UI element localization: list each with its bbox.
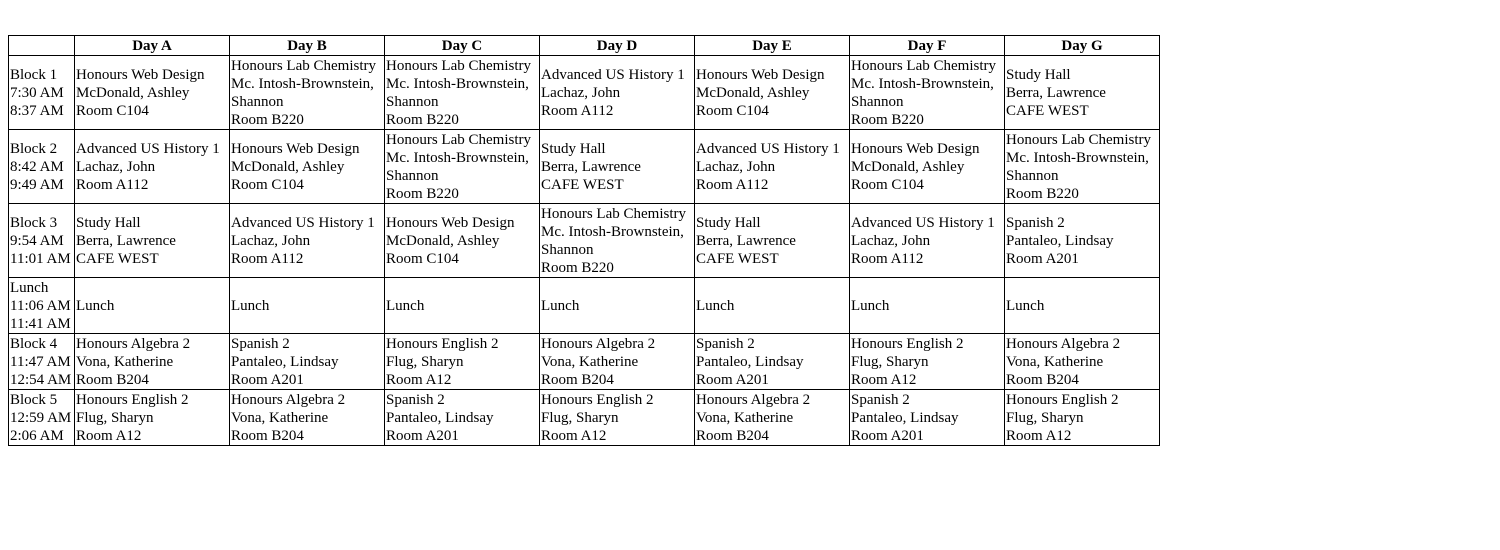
room-name: Room B204 — [541, 371, 614, 388]
table-row — [9, 278, 1160, 334]
course-name: Honours Algebra 2 — [696, 391, 811, 408]
course-name: Spanish 2 — [231, 335, 290, 352]
teacher-name: Flug, Sharyn — [541, 409, 619, 426]
course-name: Honours English 2 — [1006, 391, 1119, 408]
day-header-day-g: Day G — [1005, 36, 1160, 56]
block-name: Block 3 — [10, 214, 58, 231]
teacher-name: Vona, Katherine — [1006, 353, 1104, 370]
day-header-day-e: Day E — [695, 36, 850, 56]
class-cell — [850, 278, 1005, 334]
teacher-name: Berra, Lawrence — [76, 232, 176, 249]
period-label: Lunch — [231, 297, 270, 314]
class-cell — [695, 278, 850, 334]
class-cell — [540, 390, 695, 446]
block-end-time: 11:41 AM — [10, 315, 71, 332]
room-name: Room A112 — [541, 102, 614, 119]
teacher-name: Pantaleo, Lindsay — [231, 353, 339, 370]
class-cell — [850, 56, 1005, 130]
block-cell — [9, 390, 75, 446]
teacher-name: Mc. Intosh-Brownstein, — [386, 75, 529, 92]
header-corner-cell — [9, 36, 75, 56]
course-name: Study Hall — [696, 214, 761, 231]
class-cell — [75, 204, 230, 278]
class-cell — [1005, 390, 1160, 446]
course-name: Honours English 2 — [541, 391, 654, 408]
teacher-name: McDonald, Ashley — [696, 84, 810, 101]
teacher-name: Mc. Intosh-Brownstein, — [541, 223, 684, 240]
course-name: Advanced US History 1 — [851, 214, 995, 231]
class-cell — [385, 390, 540, 446]
block-end-time: 8:37 AM — [10, 102, 64, 119]
table-row — [9, 130, 1160, 204]
teacher-name: Mc. Intosh-Brownstein, — [851, 75, 994, 92]
room-name: CAFE WEST — [541, 176, 624, 193]
class-cell — [385, 130, 540, 204]
period-label: Lunch — [76, 297, 115, 314]
course-name: Spanish 2 — [696, 335, 755, 352]
teacher-name: Vona, Katherine — [696, 409, 794, 426]
teacher-name: Pantaleo, Lindsay — [1006, 232, 1114, 249]
teacher-name: McDonald, Ashley — [231, 158, 345, 175]
teacher-name-cont: Shannon — [851, 93, 904, 110]
course-name: Spanish 2 — [1006, 214, 1065, 231]
course-name: Honours English 2 — [851, 335, 964, 352]
course-name: Study Hall — [1006, 66, 1071, 83]
class-cell — [75, 390, 230, 446]
course-name: Honours Algebra 2 — [541, 335, 656, 352]
block-name: Block 2 — [10, 140, 58, 157]
block-name: Block 1 — [10, 66, 58, 83]
room-name: Room A12 — [1006, 427, 1072, 444]
class-cell — [230, 56, 385, 130]
block-end-time: 11:01 AM — [10, 250, 71, 267]
schedule-table — [8, 35, 1160, 446]
room-name: Room B204 — [231, 427, 304, 444]
teacher-name: Berra, Lawrence — [1006, 84, 1106, 101]
class-cell — [75, 278, 230, 334]
class-cell — [850, 334, 1005, 390]
table-row — [9, 204, 1160, 278]
teacher-name-cont: Shannon — [386, 167, 439, 184]
day-header-day-b: Day B — [230, 36, 385, 56]
teacher-name: McDonald, Ashley — [851, 158, 965, 175]
teacher-name: McDonald, Ashley — [76, 84, 190, 101]
room-name: Room A201 — [851, 427, 924, 444]
class-cell — [1005, 204, 1160, 278]
room-name: Room C104 — [231, 176, 304, 193]
teacher-name-cont: Shannon — [1006, 167, 1059, 184]
course-name: Spanish 2 — [386, 391, 445, 408]
header-row — [9, 36, 1160, 56]
class-cell — [230, 204, 385, 278]
room-name: Room A12 — [851, 371, 917, 388]
room-name: Room B220 — [541, 259, 614, 276]
class-cell — [385, 56, 540, 130]
class-cell — [850, 130, 1005, 204]
block-end-time: 9:49 AM — [10, 176, 64, 193]
block-cell — [9, 130, 75, 204]
teacher-name: Lachaz, John — [76, 158, 156, 175]
block-start-time: 11:47 AM — [10, 353, 71, 370]
room-name: Room C104 — [386, 250, 459, 267]
course-name: Honours Web Design — [386, 214, 515, 231]
class-cell — [230, 390, 385, 446]
teacher-name: Pantaleo, Lindsay — [851, 409, 959, 426]
block-name: Block 5 — [10, 391, 58, 408]
teacher-name: Berra, Lawrence — [696, 232, 796, 249]
course-name: Study Hall — [76, 214, 141, 231]
room-name: Room C104 — [696, 102, 769, 119]
day-header-day-f: Day F — [850, 36, 1005, 56]
room-name: Room A112 — [851, 250, 924, 267]
room-name: Room C104 — [76, 102, 149, 119]
course-name: Honours Lab Chemistry — [851, 57, 996, 74]
block-end-time: 12:54 AM — [10, 371, 72, 388]
room-name: Room A112 — [696, 176, 769, 193]
class-cell — [850, 390, 1005, 446]
teacher-name: Flug, Sharyn — [386, 353, 464, 370]
class-cell — [540, 130, 695, 204]
room-name: Room A201 — [386, 427, 459, 444]
course-name: Honours Lab Chemistry — [386, 57, 531, 74]
room-name: Room B220 — [386, 111, 459, 128]
class-cell — [75, 130, 230, 204]
class-cell — [695, 56, 850, 130]
course-name: Honours Lab Chemistry — [541, 205, 686, 222]
class-cell — [540, 278, 695, 334]
block-start-time: 8:42 AM — [10, 158, 64, 175]
class-cell — [75, 56, 230, 130]
room-name: Room B220 — [231, 111, 304, 128]
class-cell — [385, 204, 540, 278]
block-start-time: 11:06 AM — [10, 297, 71, 314]
block-start-time: 7:30 AM — [10, 84, 64, 101]
teacher-name: Pantaleo, Lindsay — [386, 409, 494, 426]
room-name: CAFE WEST — [1006, 102, 1089, 119]
course-name: Honours Algebra 2 — [1006, 335, 1121, 352]
course-name: Honours Web Design — [231, 140, 360, 157]
class-cell — [385, 334, 540, 390]
course-name: Honours Web Design — [76, 66, 205, 83]
teacher-name: Vona, Katherine — [231, 409, 329, 426]
class-cell — [1005, 334, 1160, 390]
table-row — [9, 390, 1160, 446]
class-cell — [1005, 278, 1160, 334]
room-name: Room A201 — [231, 371, 304, 388]
period-label: Lunch — [541, 297, 580, 314]
room-name: Room B220 — [1006, 185, 1079, 202]
teacher-name-cont: Shannon — [231, 93, 284, 110]
teacher-name: McDonald, Ashley — [386, 232, 500, 249]
period-label: Lunch — [386, 297, 425, 314]
period-label: Lunch — [696, 297, 735, 314]
block-cell — [9, 334, 75, 390]
teacher-name: Flug, Sharyn — [1006, 409, 1084, 426]
room-name: Room A12 — [386, 371, 452, 388]
table-row — [9, 334, 1160, 390]
teacher-name: Berra, Lawrence — [541, 158, 641, 175]
course-name: Honours English 2 — [76, 391, 189, 408]
room-name: Room B204 — [76, 371, 149, 388]
room-name: Room B204 — [696, 427, 769, 444]
course-name: Honours Lab Chemistry — [1006, 131, 1151, 148]
class-cell — [695, 334, 850, 390]
class-cell — [1005, 130, 1160, 204]
teacher-name: Vona, Katherine — [541, 353, 639, 370]
table-row — [9, 56, 1160, 130]
class-cell — [540, 204, 695, 278]
course-name: Advanced US History 1 — [696, 140, 840, 157]
room-name: Room A12 — [76, 427, 142, 444]
class-cell — [540, 56, 695, 130]
class-cell — [385, 278, 540, 334]
room-name: CAFE WEST — [76, 250, 159, 267]
teacher-name-cont: Shannon — [541, 241, 594, 258]
class-cell — [230, 278, 385, 334]
period-label: Lunch — [1006, 297, 1045, 314]
room-name: Room A112 — [231, 250, 304, 267]
class-cell — [1005, 56, 1160, 130]
course-name: Advanced US History 1 — [231, 214, 375, 231]
day-header-day-d: Day D — [540, 36, 695, 56]
teacher-name: Mc. Intosh-Brownstein, — [231, 75, 374, 92]
block-start-time: 9:54 AM — [10, 232, 64, 249]
teacher-name: Flug, Sharyn — [851, 353, 929, 370]
class-cell — [230, 334, 385, 390]
course-name: Advanced US History 1 — [76, 140, 220, 157]
room-name: Room B220 — [851, 111, 924, 128]
class-cell — [850, 204, 1005, 278]
teacher-name: Mc. Intosh-Brownstein, — [386, 149, 529, 166]
course-name: Honours Lab Chemistry — [231, 57, 376, 74]
class-cell — [230, 130, 385, 204]
day-header-day-c: Day C — [385, 36, 540, 56]
course-name: Honours Lab Chemistry — [386, 131, 531, 148]
block-cell — [9, 278, 75, 334]
course-name: Honours Web Design — [851, 140, 980, 157]
room-name: Room B204 — [1006, 371, 1079, 388]
teacher-name: Lachaz, John — [231, 232, 311, 249]
course-name: Spanish 2 — [851, 391, 910, 408]
room-name: Room A112 — [76, 176, 149, 193]
course-name: Honours English 2 — [386, 335, 499, 352]
teacher-name: Lachaz, John — [541, 84, 621, 101]
course-name: Honours Algebra 2 — [231, 391, 346, 408]
course-name: Honours Web Design — [696, 66, 825, 83]
teacher-name: Lachaz, John — [851, 232, 931, 249]
room-name: Room C104 — [851, 176, 924, 193]
block-cell — [9, 56, 75, 130]
class-cell — [695, 390, 850, 446]
room-name: CAFE WEST — [696, 250, 779, 267]
course-name: Advanced US History 1 — [541, 66, 685, 83]
class-cell — [695, 204, 850, 278]
class-cell — [75, 334, 230, 390]
course-name: Study Hall — [541, 140, 606, 157]
block-end-time: 2:06 AM — [10, 427, 64, 444]
block-cell — [9, 204, 75, 278]
teacher-name: Lachaz, John — [696, 158, 776, 175]
teacher-name: Flug, Sharyn — [76, 409, 154, 426]
room-name: Room B220 — [386, 185, 459, 202]
class-cell — [695, 130, 850, 204]
teacher-name: Pantaleo, Lindsay — [696, 353, 804, 370]
teacher-name: Mc. Intosh-Brownstein, — [1006, 149, 1149, 166]
teacher-name: Vona, Katherine — [76, 353, 174, 370]
block-start-time: 12:59 AM — [10, 409, 72, 426]
room-name: Room A201 — [696, 371, 769, 388]
day-header-day-a: Day A — [75, 36, 230, 56]
class-cell — [540, 334, 695, 390]
course-name: Honours Algebra 2 — [76, 335, 191, 352]
period-label: Lunch — [851, 297, 890, 314]
room-name: Room A12 — [541, 427, 607, 444]
room-name: Room A201 — [1006, 250, 1079, 267]
teacher-name-cont: Shannon — [386, 93, 439, 110]
block-name: Block 4 — [10, 335, 58, 352]
block-name: Lunch — [10, 279, 49, 296]
schedule-body — [9, 56, 1160, 446]
